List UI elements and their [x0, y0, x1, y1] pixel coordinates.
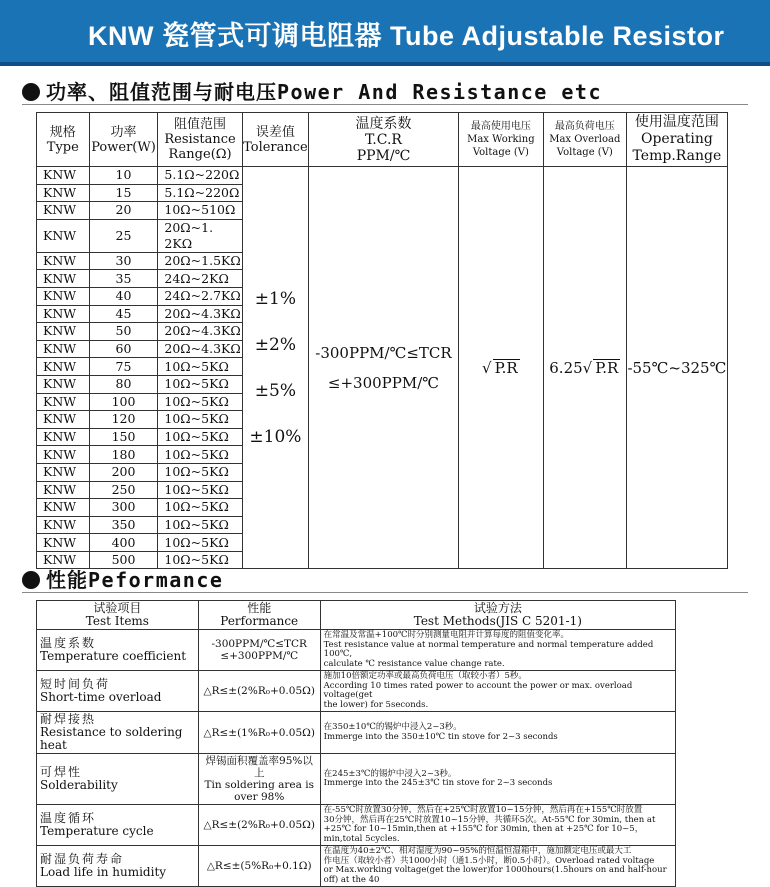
cell-type: KNW	[37, 305, 90, 323]
cell-power: 500	[89, 551, 158, 569]
cell-range: 10Ω~5KΩ	[158, 375, 242, 393]
cell-range: 10Ω~5KΩ	[158, 358, 242, 376]
max-working-value: P.R	[494, 359, 518, 378]
cell-power: 200	[89, 463, 158, 481]
radical-icon: √	[582, 359, 593, 378]
header-max-overload: 最高负荷电压 Max Overload Voltage (V)	[543, 113, 626, 167]
test-item-en: Temperature cycle	[40, 824, 154, 838]
method-line: 在-55℃时放置30分钟，然后在+25℃时放置10~15分钟，然后再在+155℃时放置	[323, 805, 643, 815]
table-row	[37, 846, 676, 887]
cell-power: 45	[89, 305, 158, 323]
method-line: According 10 times rated power to account the power or max. overload voltage(get	[323, 680, 633, 700]
cell-power: 250	[89, 481, 158, 499]
method-line: or Max.working voltage(get the lower)for 1000hours(1.5hours on and half-hour off) at the 40	[323, 865, 667, 885]
section-performance-title	[22, 564, 223, 593]
cell-test-item	[37, 754, 199, 805]
banner-title: KNW 瓷管式可调电阻器 Tube Adjustable Resistor	[88, 21, 725, 51]
cell-type: KNW	[37, 481, 90, 499]
cell-power: 150	[89, 428, 158, 446]
cell-power: 50	[89, 323, 158, 341]
power-resistance-table	[36, 112, 728, 569]
cell-power: 300	[89, 499, 158, 517]
cell-range: 10Ω~5KΩ	[158, 428, 242, 446]
cell-power: 40	[89, 287, 158, 305]
performance-line: △R≤±(1%R₀+0.05Ω)	[203, 726, 315, 739]
test-item-en: Temperature coefficient	[40, 649, 187, 663]
method-line: 施加10倍额定功率或最高负荷电压（取较小者）5秒。	[323, 671, 527, 681]
cell-type: KNW	[37, 252, 90, 270]
section-divider	[22, 104, 748, 105]
cell-range: 10Ω~5KΩ	[158, 551, 242, 569]
cell-type: KNW	[37, 446, 90, 464]
cell-power: 400	[89, 534, 158, 552]
bullet-icon	[22, 571, 40, 589]
tolerance-value: ±5%	[254, 380, 297, 401]
performance-line: Tin soldering area is over 98%	[204, 779, 314, 803]
tcr-line: -300PPM/℃≤TCR	[315, 343, 452, 362]
cell-range: 10Ω~5KΩ	[158, 463, 242, 481]
cell-range: 5.1Ω~220Ω	[158, 167, 242, 185]
cell-type: KNW	[37, 323, 90, 341]
performance-line: △R≤±(2%R₀+0.05Ω)	[203, 685, 315, 697]
cell-type: KNW	[37, 219, 90, 252]
cell-max-overload	[543, 167, 626, 569]
table-header-row	[37, 113, 728, 167]
cell-type: KNW	[37, 184, 90, 202]
test-item-en: Solderability	[40, 778, 118, 792]
cell-operating-temp: -55℃~325℃	[626, 167, 727, 569]
test-item-cn: 耐湿负荷寿命	[40, 852, 125, 866]
cell-power: 180	[89, 446, 158, 464]
table-row	[37, 805, 676, 846]
table-row	[37, 754, 676, 805]
cell-type: KNW	[37, 270, 90, 288]
cell-range: 20Ω~1. 2KΩ	[158, 219, 242, 252]
cell-tcr	[309, 167, 459, 569]
cell-test-method	[320, 805, 675, 846]
cell-type: KNW	[37, 463, 90, 481]
cell-range: 10Ω~5KΩ	[158, 499, 242, 517]
cell-power: 350	[89, 516, 158, 534]
performance-table-body	[37, 601, 676, 887]
cell-type: KNW	[37, 534, 90, 552]
cell-test-method	[320, 846, 675, 887]
method-line: 在温度为40±2℃、相对湿度为90~95%的恒温恒湿箱中，施加额定电压或最大工	[323, 846, 632, 856]
cell-test-method	[320, 712, 675, 754]
cell-power: 100	[89, 393, 158, 411]
table-row	[37, 671, 676, 712]
cell-type: KNW	[37, 393, 90, 411]
section-performance-title-cn: 性能	[46, 568, 88, 592]
cell-test-item	[37, 712, 199, 754]
header-operating: 使用温度范围 Operating Temp.Range	[626, 113, 727, 167]
banner-underline	[0, 62, 770, 66]
cell-range: 20Ω~4.3KΩ	[158, 305, 242, 323]
section-power-title	[22, 76, 602, 105]
table-row	[37, 167, 728, 185]
test-item-cn: 温度循环	[40, 811, 97, 825]
cell-range: 24Ω~2.7KΩ	[158, 287, 242, 305]
max-overload-prefix: 6.25	[549, 359, 583, 378]
cell-type: KNW	[37, 340, 90, 358]
cell-performance	[198, 630, 320, 671]
cell-type: KNW	[37, 551, 90, 569]
radical-icon: √	[482, 359, 492, 378]
cell-range: 10Ω~5KΩ	[158, 446, 242, 464]
cell-max-working	[458, 167, 543, 569]
test-item-cn: 可焊性	[40, 765, 83, 779]
header-test-items: 试验项目 Test Items	[37, 601, 199, 630]
table-header-row	[37, 601, 676, 630]
method-line: the lower) for 5seconds.	[323, 699, 429, 710]
cell-range: 10Ω~5KΩ	[158, 411, 242, 429]
table-row	[37, 712, 676, 754]
tcr-line: ≤+300PPM/℃	[327, 373, 440, 392]
header-max-working: 最高使用电压 Max Working Voltage (V)	[458, 113, 543, 167]
header-test-methods: 试验方法 Test Methods(JIS C 5201-1)	[320, 601, 675, 630]
header-banner	[0, 0, 770, 66]
power-resistance-table-body	[37, 167, 728, 569]
cell-test-method	[320, 754, 675, 805]
cell-range: 10Ω~5KΩ	[158, 516, 242, 534]
test-item-cn: 耐焊接热	[40, 712, 97, 726]
cell-test-method	[320, 671, 675, 712]
cell-performance	[198, 846, 320, 887]
section-power-title-cn: 功率、阻值范围与耐电压	[46, 80, 277, 104]
cell-type: KNW	[37, 428, 90, 446]
cell-performance	[198, 805, 320, 846]
cell-range: 20Ω~4.3KΩ	[158, 340, 242, 358]
cell-test-method	[320, 630, 675, 671]
header-tolerance: 误差值 Tolerance	[242, 113, 308, 167]
method-line: calculate ℃ resistance value change rate.	[323, 658, 505, 669]
cell-range: 20Ω~4.3KΩ	[158, 323, 242, 341]
method-line: Test resistance value at normal temperature and normal temperature added 100℃,	[323, 639, 654, 659]
bullet-icon	[22, 83, 40, 101]
performance-line: 焊锡面积覆盖率95%以上	[205, 755, 313, 779]
cell-performance	[198, 671, 320, 712]
cell-type: KNW	[37, 202, 90, 220]
cell-tolerance	[242, 167, 308, 569]
cell-power: 25	[89, 219, 158, 252]
performance-line: △R≤±(5%R₀+0.1Ω)	[206, 860, 312, 872]
section-power-title-en: Power And Resistance etc	[277, 80, 602, 104]
max-overload-value: P.R	[595, 359, 619, 378]
cell-performance	[198, 754, 320, 805]
cell-type: KNW	[37, 375, 90, 393]
sqrt-expression	[549, 359, 620, 377]
cell-power: 30	[89, 252, 158, 270]
cell-type: KNW	[37, 516, 90, 534]
cell-range: 10Ω~5KΩ	[158, 534, 242, 552]
cell-power: 120	[89, 411, 158, 429]
performance-line: ≤+300PPM/℃	[220, 650, 299, 662]
header-type: 规格 Type	[37, 113, 90, 167]
header-power: 功率 Power(W)	[89, 113, 158, 167]
method-line: +25℃ for 10~15min,then at +155℃ for 30min, then at +25℃ for 10~5，min,total 5cycles.	[323, 824, 644, 844]
method-line: 作电压（取较小者）共1000小时（通1.5小时，断0.5小时）。Overload rated voltage	[323, 855, 655, 866]
cell-power: 15	[89, 184, 158, 202]
test-item-en: Resistance to soldering heat	[40, 725, 183, 752]
header-range: 阻值范围 Resistance Range(Ω)	[158, 113, 242, 167]
cell-power: 10	[89, 167, 158, 185]
section-performance-title-en: Peformance	[88, 568, 224, 592]
performance-table	[36, 600, 676, 887]
test-item-en: Load life in humidity	[40, 865, 167, 879]
method-line: 在245±3℃的锡炉中浸入2~3秒。	[323, 768, 457, 779]
cell-range: 10Ω~510Ω	[158, 202, 242, 220]
cell-power: 20	[89, 202, 158, 220]
cell-test-item	[37, 805, 199, 846]
test-item-en: Short-time overload	[40, 690, 162, 704]
table-row	[37, 630, 676, 671]
cell-test-item	[37, 671, 199, 712]
cell-power: 60	[89, 340, 158, 358]
cell-type: KNW	[37, 287, 90, 305]
cell-power: 35	[89, 270, 158, 288]
section-divider	[22, 592, 748, 593]
method-line: 在常温及常温+100℃时分别测量电阻并计算每度的阻值变化率。	[323, 630, 570, 640]
header-tcr: 温度系数 T.C.R PPM/℃	[309, 113, 459, 167]
cell-range: 24Ω~2KΩ	[158, 270, 242, 288]
cell-type: KNW	[37, 411, 90, 429]
tolerance-value: ±10%	[249, 426, 302, 447]
cell-power: 75	[89, 358, 158, 376]
cell-type: KNW	[37, 358, 90, 376]
method-line: 30分钟，然后再在25℃时放置10~15分钟，共循环5次。At-55℃ for 30min, then at	[323, 814, 656, 825]
method-line: Immerge into the 350±10℃ tin stove for 2~3 seconds	[323, 731, 558, 742]
performance-line: -300PPM/℃≤TCR	[211, 638, 307, 650]
method-line: Immerge into the 245±3℃ tin stove for 2~3 seconds	[323, 778, 553, 788]
cell-test-item	[37, 846, 199, 887]
cell-power: 80	[89, 375, 158, 393]
tolerance-value: ±2%	[254, 334, 297, 355]
cell-type: KNW	[37, 167, 90, 185]
performance-line: △R≤±(2%R₀+0.05Ω)	[203, 819, 315, 831]
cell-range: 5.1Ω~220Ω	[158, 184, 242, 202]
cell-range: 10Ω~5KΩ	[158, 393, 242, 411]
cell-performance	[198, 712, 320, 754]
test-item-cn: 短时间负荷	[40, 677, 111, 691]
cell-range: 10Ω~5KΩ	[158, 481, 242, 499]
header-performance: 性能 Performance	[198, 601, 320, 630]
tolerance-value: ±1%	[254, 288, 297, 309]
cell-range: 20Ω~1.5KΩ	[158, 252, 242, 270]
cell-type: KNW	[37, 499, 90, 517]
test-item-cn: 温度系数	[40, 636, 97, 650]
method-line: 在350±10℃的锡炉中浸入2~3秒。	[323, 722, 462, 732]
cell-test-item	[37, 630, 199, 671]
sqrt-expression	[482, 359, 520, 377]
